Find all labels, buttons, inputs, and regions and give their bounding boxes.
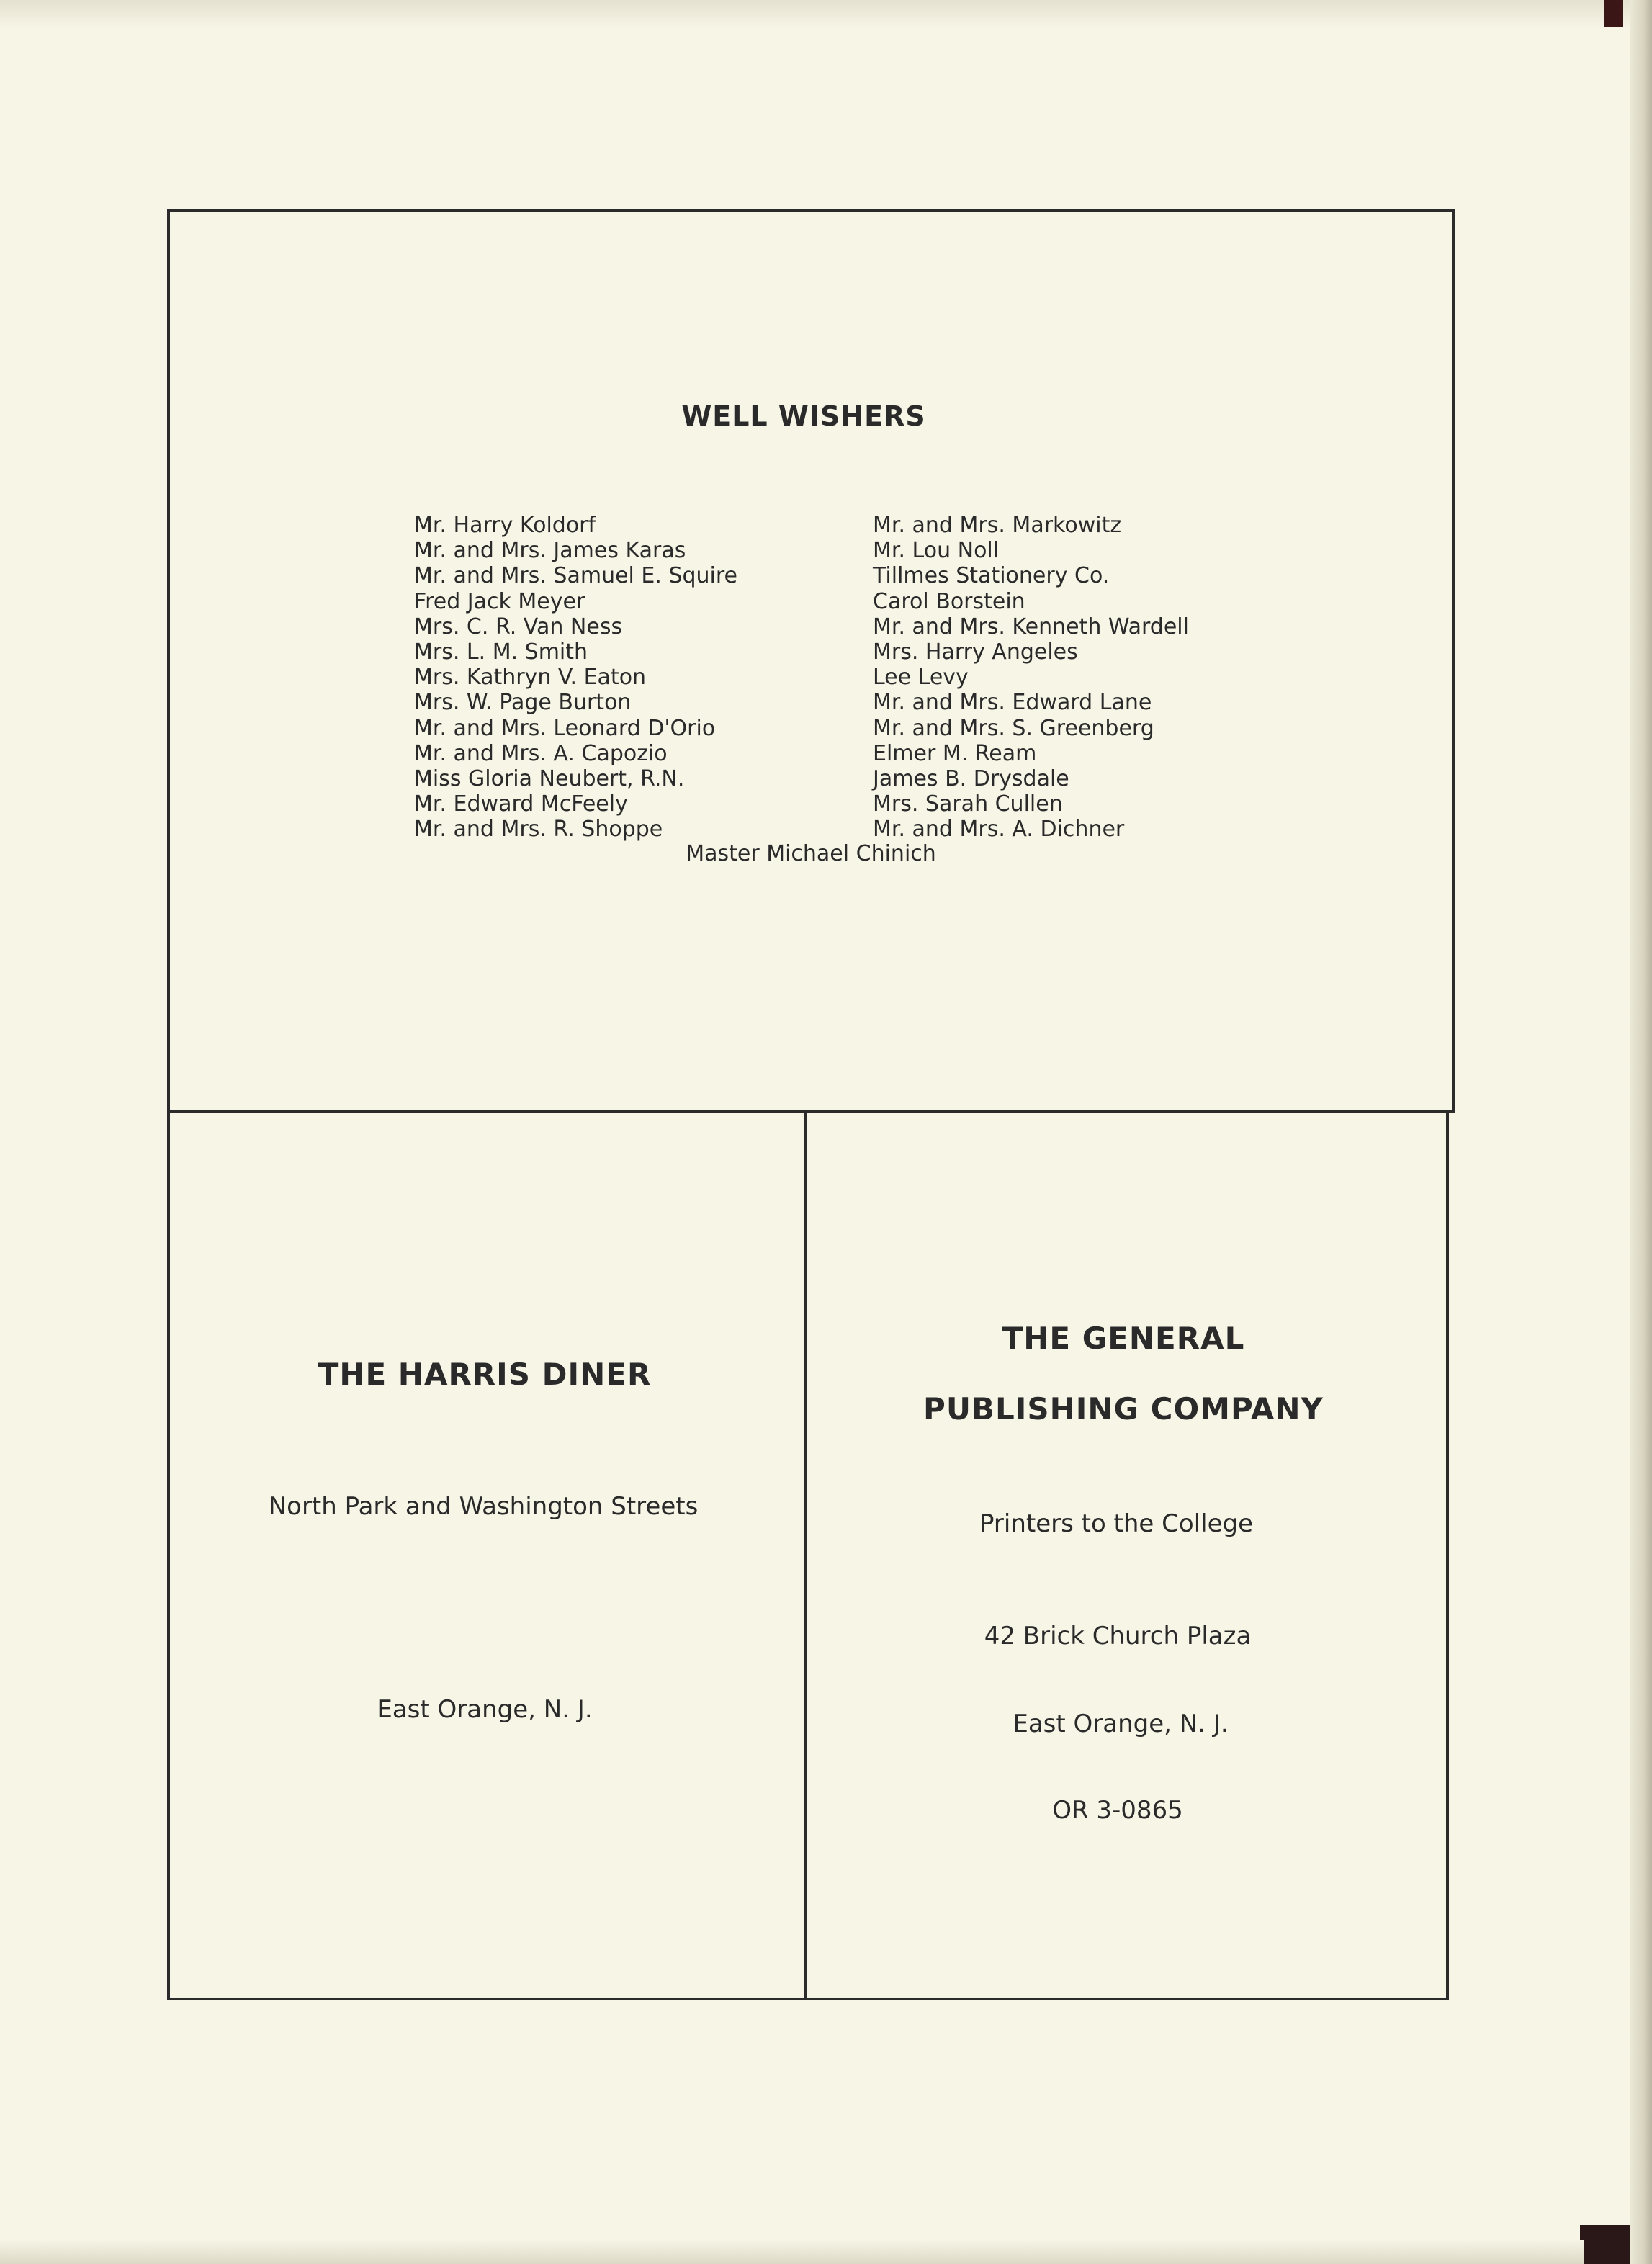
general-publishing-city: East Orange, N. J. bbox=[1013, 1710, 1229, 1738]
general-publishing-ad-box bbox=[804, 1110, 1449, 2000]
well-wisher-name: Mr. and Mrs. A. Capozio bbox=[414, 740, 668, 766]
well-wisher-name: Mrs. Kathryn V. Eaton bbox=[414, 665, 647, 691]
well-wisher-name: Mr. and Mrs. Markowitz bbox=[873, 513, 1122, 538]
page-edge-top bbox=[0, 0, 1652, 29]
harris-diner-city: East Orange, N. J. bbox=[377, 1695, 593, 1724]
well-wisher-name: Mr. Edward McFeely bbox=[414, 791, 628, 817]
well-wisher-name: Mr. and Mrs. A. Dichner bbox=[873, 817, 1125, 843]
general-publishing-title-line2: PUBLISHING COMPANY bbox=[923, 1391, 1324, 1427]
well-wisher-name: Mr. Harry Koldorf bbox=[414, 513, 596, 538]
well-wisher-name: Mrs. L. M. Smith bbox=[414, 639, 588, 665]
general-publishing-tagline: Printers to the College bbox=[979, 1509, 1254, 1538]
well-wisher-name: Mr. and Mrs. R. Shoppe bbox=[414, 817, 663, 843]
well-wisher-name: Mr. and Mrs. Samuel E. Squire bbox=[414, 563, 738, 589]
harris-diner-title: THE HARRIS DINER bbox=[318, 1357, 652, 1392]
well-wisher-name: Elmer M. Ream bbox=[873, 740, 1037, 766]
book-binding-edge bbox=[1630, 0, 1652, 2264]
well-wisher-name: Mr. and Mrs. S. Greenberg bbox=[873, 715, 1154, 741]
harris-diner-ad-box bbox=[167, 1110, 807, 2000]
well-wisher-name: Lee Levy bbox=[873, 665, 969, 691]
well-wisher-name: Mrs. Harry Angeles bbox=[873, 639, 1078, 665]
corner-mark-bottom bbox=[1580, 2225, 1630, 2264]
well-wishers-right-column bbox=[873, 513, 1189, 843]
well-wisher-name: Mr. and Mrs. Kenneth Wardell bbox=[873, 614, 1189, 639]
well-wisher-name: Mrs. W. Page Burton bbox=[414, 690, 632, 716]
well-wisher-name: Mr. and Mrs. James Karas bbox=[414, 538, 686, 564]
page-edge-bottom bbox=[0, 2240, 1584, 2264]
general-publishing-address: 42 Brick Church Plaza bbox=[984, 1622, 1252, 1650]
well-wisher-name: Miss Gloria Neubert, R.N. bbox=[414, 766, 685, 792]
well-wisher-final-name: Master Michael Chinich bbox=[686, 841, 936, 866]
general-publishing-title-line1: THE GENERAL bbox=[1002, 1321, 1245, 1356]
well-wisher-name: Mrs. C. R. Van Ness bbox=[414, 614, 623, 639]
well-wishers-title: WELL WISHERS bbox=[681, 400, 926, 432]
harris-diner-address: North Park and Washington Streets bbox=[268, 1492, 699, 1521]
well-wisher-name: Fred Jack Meyer bbox=[414, 588, 585, 614]
well-wisher-name: Mr. and Mrs. Leonard D'Orio bbox=[414, 715, 716, 741]
well-wisher-name: James B. Drysdale bbox=[873, 766, 1069, 792]
well-wisher-name: Mrs. Sarah Cullen bbox=[873, 791, 1063, 817]
corner-mark-top bbox=[1604, 0, 1623, 27]
well-wisher-name: Mr. and Mrs. Edward Lane bbox=[873, 690, 1152, 716]
well-wisher-name: Tillmes Stationery Co. bbox=[873, 563, 1110, 589]
well-wisher-name: Mr. Lou Noll bbox=[873, 538, 1000, 564]
well-wishers-box bbox=[167, 209, 1455, 1113]
well-wisher-name: Carol Borstein bbox=[873, 588, 1025, 614]
general-publishing-phone: OR 3-0865 bbox=[1052, 1796, 1183, 1825]
well-wishers-left-column bbox=[414, 513, 737, 843]
